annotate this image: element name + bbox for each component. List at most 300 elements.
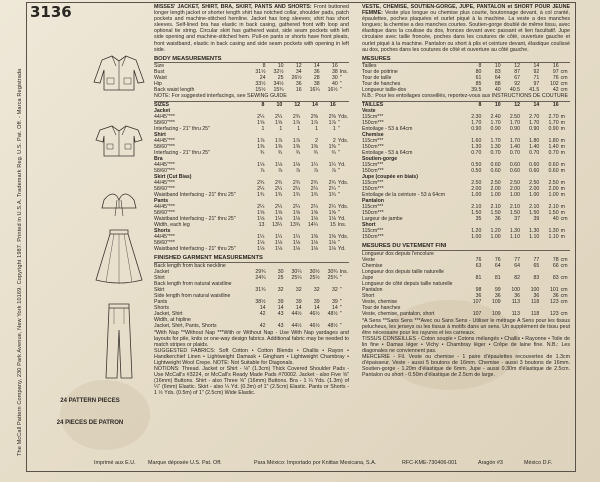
value-cell: 109 <box>492 310 501 317</box>
row-label: Pantalon <box>362 197 384 204</box>
unit-cell: Yds. <box>337 233 349 240</box>
value-cell: 2¼ <box>257 185 265 192</box>
value-cell: 40 <box>494 87 501 94</box>
value-cell: 1⅛ <box>328 245 336 252</box>
row-label: 44/45"*** <box>154 203 175 210</box>
unit-cell: m <box>560 167 565 174</box>
row-label: Veste <box>362 256 375 263</box>
value-cell: 38 <box>331 69 338 76</box>
pattern-number: 3136 <box>30 3 72 21</box>
value-cell: 1.70 <box>509 119 520 126</box>
value-cell: 83 <box>494 69 501 76</box>
value-cell: 30 <box>277 268 284 275</box>
french-heading: VESTE, CHEMISE, SOUTIEN-GORGE, JUPE, PANTALON et SHORT POUR JEUNE FEMME: <box>362 4 570 17</box>
yardage-table <box>154 102 349 252</box>
value-cell: 2¾ <box>292 179 301 186</box>
value-cell: 1⅜ <box>275 143 283 150</box>
value-cell: 1.30 <box>490 143 501 150</box>
value-cell: 1 <box>279 125 283 132</box>
trademark: Marque déposée U.S. Pat. Off. <box>148 460 222 466</box>
value-cell: 0.60 <box>548 161 559 168</box>
row-label: Shirt <box>154 131 166 138</box>
value-cell: 1 <box>332 125 336 132</box>
row-label: Tour de hanches <box>362 304 401 311</box>
mesures-table <box>362 63 570 93</box>
value-cell: 1⅝ <box>292 209 301 216</box>
value-cell: 16 <box>552 101 559 108</box>
value-cell: 2.30 <box>471 113 482 120</box>
english-column <box>154 4 349 397</box>
row-label: Waist <box>154 75 167 82</box>
value-cell: 16 <box>331 63 338 70</box>
value-cell: 0.60 <box>548 167 559 174</box>
unit-cell: cm <box>560 310 568 317</box>
row-label: Hip <box>154 81 162 88</box>
value-cell: 25 <box>277 274 284 281</box>
unit-cell: Ins. <box>339 69 349 76</box>
row-label: 58/60"*** <box>154 119 175 126</box>
notions: NOTIONS: Thread. Jacket or Shirt - ⅛" (1.3cm) Thick Covered Shoulder Pads - Use McCall's #3224, or McCall's Ready Made Pads #70002. Jacket - also Five ⅝" (16mm) Buttons. Shirt - also Three ⅝" (16mm) Buttons. Bra - 1 ¼ Yds. (1.3m) of ¼" (6mm) Elastic. Skirt - also ¼ Yd. (0.3m) of 1" (2.5cm) Elastic. Pants or Shorts - 1 ½ Yds. (0.5m) of 1" (2.5cm) Wide Elastic. <box>154 366 349 397</box>
value-cell: 12 <box>294 101 301 108</box>
value-cell: 1⅛ <box>275 239 283 246</box>
value-cell: 10 <box>277 63 284 70</box>
value-cell: 8 <box>478 101 482 108</box>
value-cell: 113 <box>511 310 520 317</box>
french-description <box>362 4 570 53</box>
value-cell: 1⅛ <box>275 215 283 222</box>
value-cell: 65 <box>533 262 540 269</box>
row-label: Jacket, Shirt <box>154 310 183 317</box>
value-cell: 36 <box>552 292 559 299</box>
value-cell: 1.50 <box>548 209 559 216</box>
value-cell: 2.50 <box>490 179 501 186</box>
unit-cell: Yd. <box>337 161 346 168</box>
value-cell: 1⅞ <box>292 137 301 144</box>
row-label: 150cm*** <box>362 119 384 126</box>
value-cell: 1 <box>297 125 301 132</box>
unit-cell: " <box>337 125 340 132</box>
value-cell: 1.50 <box>509 209 520 216</box>
value-cell: 44½ <box>291 310 302 317</box>
value-cell: 1⅝ <box>257 209 265 216</box>
value-cell: 13¼ <box>272 221 283 228</box>
note-interfacing: NOTE: For suggested interfacings, see SEWING GUIDE <box>154 93 287 100</box>
row-label: 44/45"*** <box>154 113 175 120</box>
unit-cell: Yds. <box>337 113 349 120</box>
value-cell: 16 <box>330 101 336 108</box>
value-cell: 0.70 <box>529 149 540 156</box>
value-cell: 2 <box>332 137 336 144</box>
row-label: Tour de hanches <box>362 81 401 88</box>
value-cell: 2.50 <box>509 113 520 120</box>
row-label: Bust <box>154 69 165 76</box>
row-label: Jacket <box>154 268 169 275</box>
unit-cell: " <box>339 286 342 293</box>
value-cell: 2.00 <box>548 185 559 192</box>
unit-cell: " <box>339 75 342 82</box>
row-label: Skirt (Cut Bias) <box>154 173 192 180</box>
row-label: Back length from natural waistline <box>154 280 232 287</box>
value-cell: 32 <box>295 286 302 293</box>
value-cell: 2 <box>315 137 318 144</box>
value-cell: 14 <box>533 101 540 108</box>
row-label: 115cm*** <box>362 227 384 234</box>
row-label: SIZES <box>154 101 169 108</box>
row-label: Tour de poitrine <box>362 69 398 76</box>
value-cell: 2.00 <box>529 185 540 192</box>
french-note: N.B.: Pour les entoilages conseillés, reportez-vous aux INSTRUCTIONS DE COUTURE <box>362 93 569 100</box>
pattern-pieces-fr: 24 PIECES DE PATRON <box>56 420 124 426</box>
value-cell: 13¾ <box>289 221 301 228</box>
row-label: Pants <box>154 298 168 305</box>
value-cell: 1⅛ <box>328 215 336 222</box>
value-cell: 88 <box>494 81 501 88</box>
value-cell: 1⅜ <box>292 143 301 150</box>
shirt-sketch <box>90 122 148 162</box>
value-cell: ⅞ <box>331 167 336 174</box>
value-cell: 2¼ <box>310 185 318 192</box>
value-cell: 1.30 <box>471 143 482 150</box>
unit-cell: cm <box>560 274 568 281</box>
value-cell: 1.10 <box>548 233 559 240</box>
value-cell: 2.70 <box>529 113 540 120</box>
value-cell: 25 <box>277 75 284 82</box>
value-cell: 2¼ <box>275 185 283 192</box>
value-cell: 2¼ <box>275 203 283 210</box>
value-cell: ⅞ <box>295 167 301 174</box>
row-label: Jacket <box>154 107 171 114</box>
value-cell: 24¾ <box>255 274 266 281</box>
row-label: Shirt <box>154 274 165 281</box>
value-cell: 42 <box>259 310 266 317</box>
value-cell: 40.5 <box>509 87 520 94</box>
value-cell: 14 <box>277 304 284 311</box>
value-cell: 1⅜ <box>328 143 336 150</box>
unit-cell: " <box>339 87 342 94</box>
row-label: Back length from back neckline <box>154 262 226 269</box>
row-label: Chemise <box>362 262 383 269</box>
fini-title: MESURES DU VETEMENT FINI <box>362 243 570 251</box>
value-cell: 97 <box>552 69 559 76</box>
value-cell: 82 <box>514 274 520 281</box>
row-label: 150cm*** <box>362 209 384 216</box>
value-cell: 1⅜ <box>257 143 265 150</box>
value-cell: 24 <box>259 75 266 82</box>
value-cell: 13 <box>258 221 265 228</box>
unit-cell: " <box>339 310 342 317</box>
row-label: 115cm*** <box>362 203 384 210</box>
row-label: 150cm*** <box>362 167 384 174</box>
row-label: 150cm*** <box>362 143 384 150</box>
value-cell: 30 <box>331 75 338 82</box>
value-cell: 1.10 <box>529 233 540 240</box>
table-row <box>362 311 570 317</box>
value-cell: 1⅛ <box>310 239 318 246</box>
value-cell: 36 <box>533 292 540 299</box>
value-cell: 1⅛ <box>257 245 265 252</box>
value-cell: 1.00 <box>471 191 482 198</box>
unit-cell: m <box>560 227 565 234</box>
value-cell: 1.60 <box>471 137 482 144</box>
row-label: 150cm*** <box>362 233 384 240</box>
value-cell: 1¼ <box>310 161 318 168</box>
row-label: 115cm*** <box>362 137 384 144</box>
row-label: 150cm*** <box>362 185 384 192</box>
value-cell: 2¾ <box>292 113 301 120</box>
value-cell: 36 <box>514 292 520 299</box>
value-cell: 36 <box>295 81 302 88</box>
unit-cell: " <box>339 81 342 88</box>
unit-cell: cm <box>560 81 568 88</box>
value-cell: 118 <box>531 310 540 317</box>
value-cell: 35 <box>475 215 482 222</box>
value-cell: 1⅞ <box>275 137 283 144</box>
value-cell: 1.00 <box>529 191 540 198</box>
skirt-sketch <box>90 226 148 286</box>
value-cell: 1⅛ <box>257 215 265 222</box>
value-cell: 38½ <box>255 298 266 305</box>
table-row <box>154 323 349 329</box>
value-cell: 2⅜ <box>310 113 318 120</box>
value-cell: 71 <box>533 75 540 82</box>
value-cell: 1⅛ <box>310 215 318 222</box>
unit-cell: m <box>560 179 565 186</box>
value-cell: 0.90 <box>548 125 559 132</box>
spine-copyright <box>4 8 22 458</box>
row-label: Bra <box>154 155 163 162</box>
french-column <box>362 4 570 378</box>
unit-cell: " <box>339 298 342 305</box>
value-cell: 1.00 <box>490 191 501 198</box>
unit-cell: cm <box>560 286 568 293</box>
value-cell: 2¾ <box>310 179 318 186</box>
value-cell: 1¼ <box>292 233 301 240</box>
tailles-table <box>362 102 570 240</box>
value-cell: 76 <box>552 75 559 82</box>
row-label: Side length from natural waistline <box>154 292 231 299</box>
value-cell: 1.20 <box>490 227 501 234</box>
row-label: 58/60"*** <box>154 239 175 246</box>
value-cell: 1⅛ <box>292 245 301 252</box>
value-cell: 2.40 <box>490 113 501 120</box>
value-cell: 1.50 <box>471 209 482 216</box>
value-cell: 107 <box>472 310 482 317</box>
value-cell: 77 <box>514 256 520 263</box>
unit-cell: m <box>560 137 565 144</box>
value-cell: 1⅞ <box>328 119 336 126</box>
row-label: Longueur de côté depuis taille naturelle <box>362 280 453 287</box>
value-cell: 14 <box>331 304 338 311</box>
value-cell: 1⅛ <box>328 239 336 246</box>
value-cell: 63 <box>475 262 482 269</box>
value-cell: 1¼ <box>257 233 265 240</box>
unit-cell: m <box>560 113 565 120</box>
row-label: Tailles <box>362 63 377 70</box>
value-cell: 32½ <box>273 69 284 76</box>
value-cell: 107 <box>472 298 482 305</box>
row-label: 58/60"*** <box>154 185 175 192</box>
value-cell: 1.80 <box>529 137 540 144</box>
row-label: 44/45"*** <box>154 137 175 144</box>
value-cell: 1⅞ <box>292 119 301 126</box>
value-cell: 25¾ <box>327 274 338 281</box>
value-cell: 0.50 <box>471 167 482 174</box>
value-cell: 1⅛ <box>257 161 265 168</box>
value-cell: 30¾ <box>327 268 338 275</box>
value-cell: 2¼ <box>292 185 301 192</box>
unit-cell: " <box>337 209 340 216</box>
value-cell: 41.5 <box>529 87 540 94</box>
value-cell: 30¼ <box>291 268 302 275</box>
value-cell: 1.70 <box>548 119 559 126</box>
value-cell: 1.50 <box>529 209 540 216</box>
value-cell: 14¼ <box>307 221 318 228</box>
value-cell: 2.10 <box>471 203 482 210</box>
value-cell: 78 <box>552 256 559 263</box>
row-label: 115cm*** <box>362 161 384 168</box>
value-cell: 87 <box>514 69 520 76</box>
row-label: 44/45"*** <box>154 161 175 168</box>
row-label: Veste, chemise, pantalon, short <box>362 310 435 317</box>
value-cell: 1⅜ <box>328 233 336 240</box>
row-label: Skirt <box>154 286 165 293</box>
bra-sketch <box>90 182 148 222</box>
value-cell: 1.00 <box>490 233 501 240</box>
value-cell: 1.30 <box>548 227 559 234</box>
value-cell: 1⅛ <box>275 161 283 168</box>
unit-cell: m <box>560 191 565 198</box>
value-cell: 48½ <box>327 322 338 329</box>
value-cell: 118 <box>531 298 540 305</box>
value-cell: 46½ <box>309 310 320 317</box>
value-cell: 14 <box>313 63 320 70</box>
row-label: Jupe (coupée en biais) <box>362 173 418 180</box>
value-cell: 1⅝ <box>275 209 283 216</box>
value-cell: 43 <box>277 310 284 317</box>
printed-in: Imprimé aux E.U. <box>94 460 136 466</box>
value-cell: ¾ <box>295 149 301 156</box>
row-label: Interfacing - 21" thru 25" <box>154 125 210 132</box>
value-cell: 28 <box>313 75 320 82</box>
value-cell: 66 <box>552 262 559 269</box>
value-cell: 16 <box>552 63 559 70</box>
value-cell: 31¾ <box>255 286 266 293</box>
value-cell: 2.10 <box>509 203 520 210</box>
value-cell: 32 <box>313 286 320 293</box>
value-cell: 1¼ <box>328 161 336 168</box>
value-cell: 37 <box>514 215 520 222</box>
row-label: Entoilage de la ceinture - 53 à 64cm <box>362 191 446 198</box>
value-cell: 26½ <box>291 75 302 82</box>
table-row <box>154 246 349 252</box>
value-cell: 8 <box>262 63 266 70</box>
value-cell: 1.10 <box>509 233 520 240</box>
value-cell: 16 <box>295 87 302 94</box>
value-cell: 1.70 <box>490 137 501 144</box>
value-cell: 1¼ <box>275 233 283 240</box>
value-cell: ⅞ <box>277 167 283 174</box>
unit-cell: m <box>560 125 565 132</box>
value-cell: 36 <box>313 69 320 76</box>
value-cell: 10 <box>276 101 283 108</box>
value-cell: 2.00 <box>471 185 482 192</box>
value-cell: 39.5 <box>471 87 482 94</box>
unit-cell: m <box>560 119 565 126</box>
value-cell: 1⅝ <box>328 209 336 216</box>
unit-cell: cm <box>560 256 568 263</box>
value-cell: 2.10 <box>490 203 501 210</box>
row-label: 58/60"*** <box>154 143 175 150</box>
pants-sketch <box>90 300 148 382</box>
value-cell: 1.20 <box>471 227 482 234</box>
value-cell: 1⅜ <box>310 233 318 240</box>
unit-cell: cm <box>560 298 568 305</box>
value-cell: 1⅛ <box>310 245 318 252</box>
value-cell: 1¾ <box>257 191 265 198</box>
value-cell: 39 <box>533 215 540 222</box>
value-cell: 1.80 <box>548 137 559 144</box>
row-label: Back waist length <box>154 87 195 94</box>
value-cell: 0.60 <box>529 161 540 168</box>
value-cell: 1.70 <box>509 137 520 144</box>
value-cell: 39 <box>331 298 338 305</box>
value-cell: 1.00 <box>548 191 559 198</box>
value-cell: 0.60 <box>509 167 520 174</box>
value-cell: 14 <box>259 304 266 311</box>
value-cell: 1¾ <box>310 191 318 198</box>
value-cell: 2.50 <box>471 179 482 186</box>
value-cell: 44½ <box>291 322 302 329</box>
value-cell: 2¼ <box>257 113 265 120</box>
row-label: Largeur de jambe <box>362 215 403 222</box>
row-label: Veste, chemise <box>362 298 398 305</box>
value-cell: 0.70 <box>548 149 559 156</box>
value-cell: 2¼ <box>257 203 265 210</box>
value-cell: 39 <box>313 298 320 305</box>
value-cell: 81 <box>475 274 482 281</box>
row-label: Waistband Interfacing - 21" thru 25" <box>154 191 236 198</box>
value-cell: 1.40 <box>529 143 540 150</box>
value-cell: 1⅞ <box>257 137 265 144</box>
value-cell: 30½ <box>309 268 320 275</box>
value-cell: 2.00 <box>490 185 501 192</box>
value-cell: 2.50 <box>529 179 540 186</box>
value-cell: 1.70 <box>529 119 540 126</box>
fini-table <box>362 251 570 317</box>
mesures-title: MESURES <box>362 56 570 64</box>
value-cell: 14 <box>295 304 302 311</box>
value-cell: 98 <box>475 286 482 293</box>
value-cell: 36 <box>475 292 482 299</box>
unit-cell: " <box>339 322 342 329</box>
unit-cell: " <box>337 185 340 192</box>
value-cell: 1.50 <box>490 209 501 216</box>
value-cell: 2.70 <box>548 113 559 120</box>
row-label: Jupe <box>362 274 374 281</box>
value-cell: 76 <box>494 256 501 263</box>
unit-cell: m <box>560 209 565 216</box>
value-cell: 1⅛ <box>275 245 283 252</box>
value-cell: 64 <box>514 262 520 269</box>
rfc: RFC-KME-730406-001 <box>402 460 458 466</box>
row-label: Jacket, Shirt, Pants, Shorts <box>154 322 217 329</box>
value-cell: 1⅝ <box>257 119 265 126</box>
unit-cell: " <box>337 149 340 156</box>
value-cell: 67 <box>514 75 520 82</box>
row-label: Pantalon <box>362 286 383 293</box>
row-label: Waistband Interfacing - 21" thru 25" <box>154 215 236 222</box>
unit-cell: Ins. <box>339 268 349 275</box>
